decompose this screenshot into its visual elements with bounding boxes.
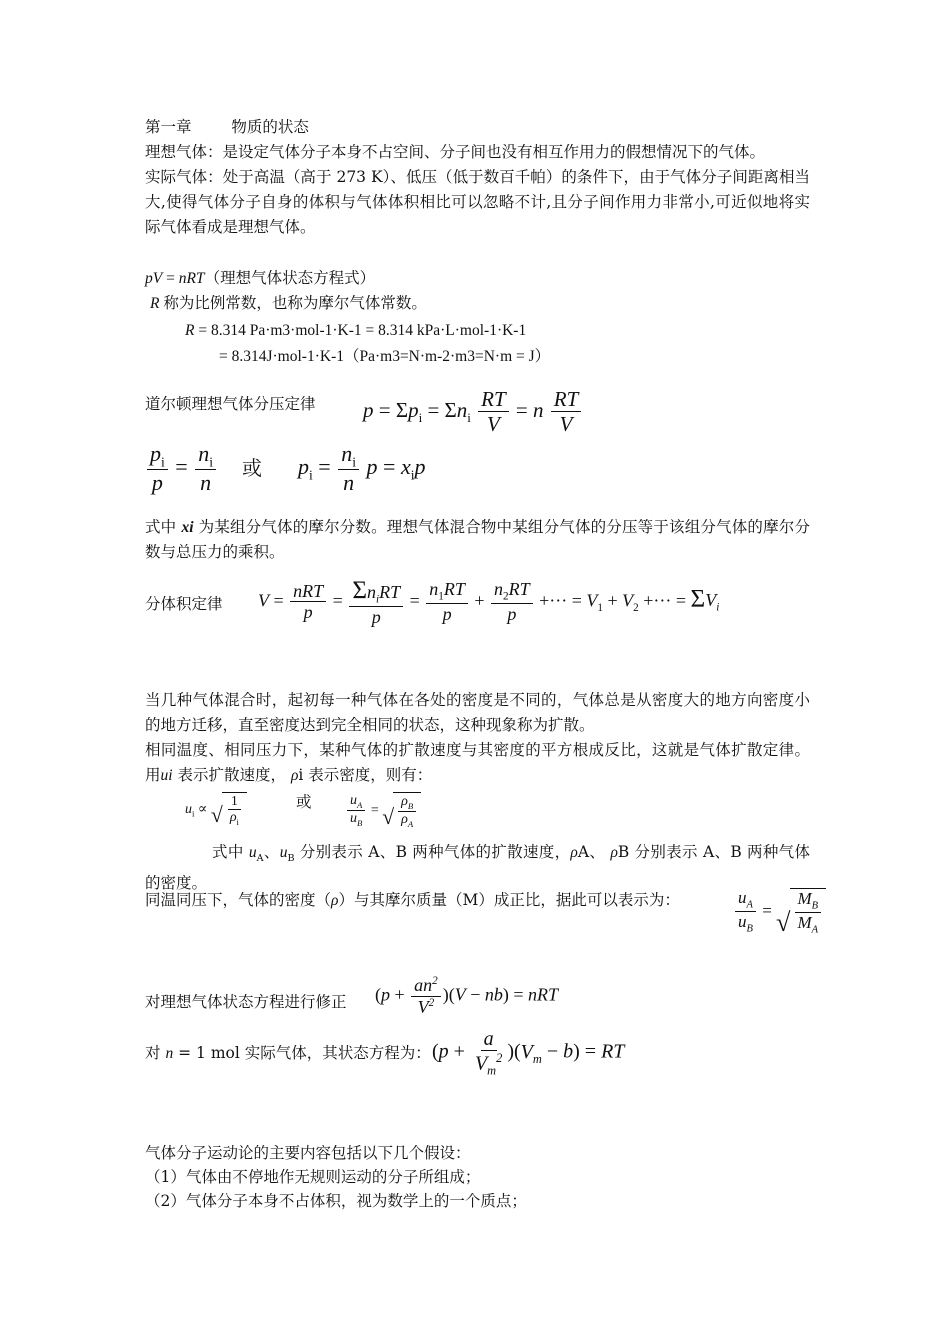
uab-rho-a: A、: [577, 843, 606, 861]
real-gas-definition: 实际气体：处于高温（高于 273 K）、低压（低于数百千帕）的条件下，由于气体分子间距离相当大,使得气体分子自身的体积与气体体积相比可以忽略不计,且分子间作用力非常小,可近似地将实际气体看成是理想气体。: [145, 168, 810, 236]
r-desc-text: 称为比例常数，也称为摩尔气体常数。: [163, 294, 427, 312]
uab-rho-b: B 分别表示 A、B 两种气体的密度。: [145, 843, 810, 893]
diffusion-law-text-c: i 表示密度，则有：: [298, 766, 433, 784]
mole-fraction-description: 式中 xi 为某组分气体的摩尔分数。理想气体混合物中某组分气体的分压等于该组分气体的摩尔分数与总压力的乘积。: [145, 518, 810, 561]
chapter-title: 物质的状态: [231, 118, 309, 136]
partial-volume-label: 分体积定律: [145, 595, 223, 613]
uab-mid: 分别表示 A、B 两种气体的扩散速度，: [299, 843, 571, 861]
molar-mass-sentence: 同温同压下，气体的密度（ρ）与其摩尔质量（M）成正比，据此可以表示为：: [145, 891, 680, 909]
xi-prefix: 式中: [145, 518, 177, 536]
diffusion-rate-description: 式中 $u_A$、$u_B$ 分别表示 A、B 两种气体的扩散速度，ρA、 ρB 分别表示 A、B 两种气体的密度。: [145, 843, 810, 893]
diffusion-ratio-equation: $\frac{u_A}{u_B}$ = √ $\frac{\rho_B}{\rho_A}$: [345, 792, 421, 829]
real-n-prefix: 对: [145, 1044, 161, 1062]
r-value-1-text: = 8.314 Pa·m3·mol-1·K-1 = 8.314 kPa·L·mol-1·K-1: [198, 322, 527, 339]
ideal-eq-label: （理想气体状态方程式）: [204, 269, 376, 287]
partial-pressure-ratio: $\frac{p_i}{p}$ = $\frac{n_i}{n}$: [145, 442, 218, 496]
dalton-equation: $p = \Sigma p_i = \Sigma n_i$ $\frac{RT}{V}$ = n $\frac{RT}{V}$: [363, 388, 583, 436]
kinetic-assumption-2: （2）气体分子本身不占体积，视为数学上的一个质点；: [145, 1192, 527, 1210]
xi-desc-text: 为某组分气体的摩尔分数。理想气体混合物中某组分气体的分压等于该组分气体的摩尔分数与总压力的乘积。: [145, 518, 810, 561]
real-gas-one-mole-label: 对 n = 1 mol 实际气体，其状态方程为：: [145, 1044, 431, 1062]
partial-pressure-equation: $p_i$ = $\frac{n_i}{n}$ $p = x_ip$: [298, 441, 426, 496]
diffusion-law-paragraph: 相同温度、相同压力下，某种气体的扩散速度与其密度的平方根成反比，这就是气体扩散定律。用ui 表示扩散速度， ρi 表示密度，则有：: [145, 741, 810, 784]
partial-volume-equation: V = $\frac{\text{nRT}}{p}$ = $\frac{\Sigma n_iRT}{p}$ = $\frac{n_1RT}{p}$ + $\frac{n_2RT}{p}$ +··· = $V_1 + V_2$ +··· = $\Sigma V_i$: [258, 577, 720, 627]
vdw-label: 对理想气体状态方程进行修正: [145, 993, 347, 1011]
molar-mass-text-2: ）与其摩尔质量（M）成正比，据此可以表示为：: [338, 891, 680, 909]
ideal-gas-definition: 理想气体：是设定气体分子本身不占空间、分子间也没有相互作用力的假想情况下的气体。: [145, 143, 766, 161]
dalton-label: 道尔顿理想气体分压定律: [145, 395, 316, 413]
diffusion-law-text: 相同温度、相同压力下，某种气体的扩散速度与其密度的平方根成反比，这就是气体扩散定律。用: [145, 741, 810, 784]
kinetic-theory-intro: 气体分子运动论的主要内容包括以下几个假设：: [145, 1144, 471, 1162]
chapter-heading: [145, 115, 309, 140]
molar-mass-equation: $\frac{u_A}{u_B}$ = √ $\frac{M_B}{M_A}$: [733, 888, 826, 937]
diffusion-law-text-b: 表示扩散速度，: [177, 766, 287, 784]
uab-prefix: 式中: [212, 843, 244, 861]
or-word-2: 或: [296, 793, 312, 811]
diffusion-paragraph: 当几种气体混合时，起初每一种气体在各处的密度是不同的，气体总是从密度大的地方向密度小的地方迁移，直至密度达到完全相同的状态，这种现象称为扩散。: [145, 691, 810, 734]
ideal-gas-equation: pV = nRT（理想气体状态方程式）: [145, 269, 376, 287]
diffusion-proportional-equation: $u_i$ ∝ √ $\frac{1}{\rho_i}$: [185, 792, 247, 827]
r-description: R 称为比例常数，也称为摩尔气体常数。: [150, 294, 427, 312]
or-word: 或: [242, 456, 262, 480]
chapter-number: 第一章: [145, 118, 192, 136]
kinetic-assumption-1: （1）气体由不停地作无规则运动的分子所组成；: [145, 1168, 481, 1186]
vdw-molar-equation: (p + $\frac{a}{V_m^2}$ )$(V_m - b)$ = RT: [432, 1028, 625, 1078]
r-value-line-1: R = 8.314 Pa·m3·mol-1·K-1 = 8.314 kPa·L·mol-1·K-1: [185, 322, 527, 339]
molar-mass-text: 同温同压下，气体的密度（: [145, 891, 332, 909]
real-n-mid: = 1 mol 实际气体，其状态方程为：: [178, 1044, 431, 1062]
vdw-equation: (p + $\frac{an^2}{V^2}$ )(V − nb) = nRT: [375, 975, 559, 1017]
r-value-line-2: = 8.314J·mol-1·K-1（Pa·m3=N·m-2·m3=N·m = J）: [219, 348, 551, 365]
